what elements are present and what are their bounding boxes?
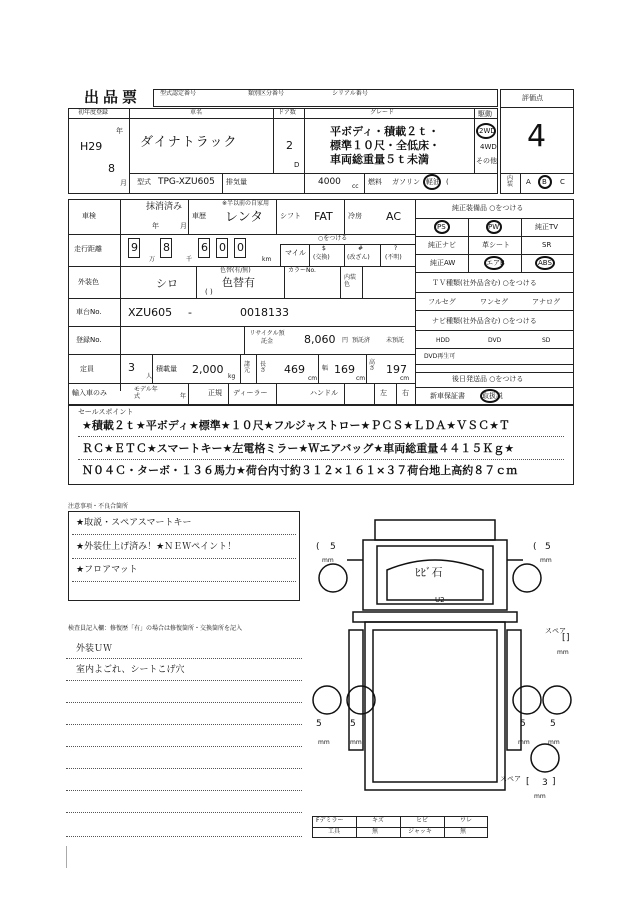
inspection-year: 年 [152, 222, 159, 230]
tire-fr-unit: mm [540, 557, 552, 564]
interior-color-label: 内装色 [344, 274, 357, 289]
chassis-prefix: XZU605 [128, 306, 173, 319]
equip-aw: 純正AW [430, 259, 456, 267]
history-label: 車歴 [192, 212, 206, 220]
capacity-value: 3 [128, 361, 135, 374]
equip-tv: 純正TV [535, 223, 559, 231]
height-unit: cm [400, 375, 410, 382]
mileage-digit-3: 6 [201, 241, 208, 254]
import-label: 輸入車のみ [72, 389, 107, 397]
inspection-value: 抹消済み [146, 202, 183, 212]
recycle-unpaid: 未預託 [386, 337, 405, 344]
length-value: 469 [284, 363, 305, 376]
inspector-line-2: 室内よごれ、シートこげ穴 [76, 665, 185, 675]
color-change-value: 色替有 [222, 276, 255, 289]
car-name-label: 車名 [190, 109, 203, 116]
first-reg-label: 初年度登録 [78, 109, 109, 116]
rating-label: 評価点 [522, 94, 543, 102]
height-label: 高さ [369, 359, 376, 372]
recycle-paid: 預託済 [352, 337, 371, 344]
displacement-value: 4000 [318, 177, 341, 187]
rating-value: 4 [527, 119, 547, 154]
notes-label: 注意事項・不良合箇所 [68, 503, 129, 510]
spare-unit-top: mm [557, 649, 569, 656]
note-line-1: ★取説・スペアスマートキー [76, 518, 192, 528]
doors-value: 2 [286, 139, 293, 152]
tv-oneseg: ワンセグ [480, 298, 508, 306]
header-codes-box [153, 89, 498, 107]
interior-b: B [542, 178, 547, 186]
exterior-color-value: シロ [156, 277, 178, 290]
load-unit: kg [228, 373, 236, 380]
length-label: 長さ [260, 361, 267, 374]
tire-rr2-value: 5 [550, 719, 556, 729]
spare-unit: mm [534, 793, 546, 800]
tire-rl2-unit: mm [350, 739, 362, 746]
tv-title: ＴＶ種類(社外品含む) ○をつける [432, 279, 537, 287]
history-value: レンタ [225, 210, 264, 225]
later-title: 後日発送品 ○をつける [452, 375, 524, 383]
width-label: 幅 [322, 365, 329, 372]
selling-points-label: セールスポイント [78, 408, 134, 416]
equipment-title: 純正装備品 ○をつける [452, 204, 524, 212]
height-value: 197 [386, 363, 407, 376]
dealer-label: ディーラー [233, 389, 268, 397]
tire-rr1-value: 5 [520, 719, 526, 729]
mileage-digit-1: 9 [131, 241, 138, 254]
opt3-top: ? [394, 245, 398, 252]
tire-fl-unit: mm [322, 557, 334, 564]
navi-sd: SD [542, 337, 551, 344]
dvd-label: DVD再生可 [424, 353, 456, 360]
capacity-label: 定員 [80, 365, 94, 373]
inspector-line-1: 外装ＵＷ [76, 644, 113, 654]
chassis-dash: - [188, 306, 192, 319]
month-unit: 月 [120, 179, 127, 187]
cooling-value: AC [386, 210, 402, 223]
legend-h4: ワレ [460, 817, 473, 824]
inspection-month: 月 [180, 222, 187, 230]
opt3-bottom: (不明) [385, 254, 402, 261]
length-unit: cm [308, 375, 318, 382]
equip-ps: PS [437, 223, 446, 231]
form-title: 出品票 [84, 88, 142, 106]
truck-diagram [305, 500, 585, 820]
selling-point-line-3: Ｎ０４Ｃ・ターボ・１３６馬力★荷台内寸約３１２×１６１×３７荷台地上高約８７ｃｍ [82, 464, 518, 477]
later-warranty: 新車保証書 [430, 392, 465, 400]
model-year-label: モデル年式 [134, 386, 158, 401]
legend-v2: 無 [372, 828, 379, 835]
inspector-label: 検査員記入欄：修復歴「有」の場合は修復箇所・交換箇所を記入 [68, 625, 243, 632]
drive-4wd: 4WD [480, 143, 497, 151]
displacement-unit: cc [352, 183, 359, 190]
navi-hdd: HDD [436, 337, 450, 344]
tire-rl2-value: 5 [350, 719, 356, 729]
legend-v3: ジャッキ [408, 828, 432, 835]
genuine-label: 正規 [208, 389, 222, 397]
mileage-digit-4: 0 [219, 241, 226, 254]
fuel-paren: ( [446, 178, 449, 186]
width-value: 169 [334, 363, 355, 376]
equip-abs: ABS [538, 259, 552, 267]
interior-label: 内装 [507, 175, 514, 188]
legend-h2: キズ [372, 817, 384, 824]
mileage-label: 走行距離 [74, 245, 102, 253]
windshield-label: ﾋﾋﾞ石 [415, 566, 443, 579]
category-label: 類別区分番号 [248, 90, 285, 97]
spare-value: 3 [542, 778, 548, 788]
model-value: TPG-XZU605 [158, 177, 215, 187]
navi-title: ナビ種類(社外品含む) ○をつける [432, 317, 537, 325]
chassis-label: 車台No. [76, 308, 102, 316]
mileage-circle-note: ○をつける [318, 235, 348, 242]
serial-label: シリアル番号 [332, 90, 368, 97]
later-manual: 取扱説 [482, 392, 503, 400]
fuel-label: 燃料 [368, 178, 382, 186]
recycle-label: リサイクル預託金 [249, 330, 285, 345]
selling-point-line-2: ＲＣ★ＥＴＣ★スマートキー★左電格ミラー★Ｗエアバッグ★車両総重量４４１５Ｋｇ★ [82, 442, 515, 455]
fuel-circled: 軽油 [426, 178, 440, 186]
model-year-unit: 年 [180, 393, 187, 400]
mileage-unit: km [262, 256, 272, 263]
grade-line-2: 標準１０尺・全低床・ [330, 139, 440, 152]
recycle-value: 8,060 [304, 333, 336, 346]
model-cert-label: 型式認定番号 [160, 90, 197, 97]
handle-left: 左 [380, 389, 387, 397]
color-change-label: 色替(有/無) [220, 267, 251, 274]
equip-pw: PW [488, 223, 500, 231]
front-right-wheel [513, 564, 541, 592]
history-note: ※半以前の自家用 [222, 200, 270, 207]
handle-label: ハンドル [310, 389, 338, 397]
color-no-label: カラーNo. [288, 267, 316, 274]
tire-rl1-value: 5 [316, 719, 322, 729]
tire-rl1-unit: mm [318, 739, 330, 746]
equip-leather: 革シート [482, 241, 510, 249]
mileage-man: 万 [149, 256, 156, 263]
grade-line-1: 平ボディ・積載２ｔ・ [330, 125, 440, 138]
registration-label: 登録No. [76, 336, 102, 344]
legend-h1: Fデミラー [316, 817, 344, 824]
exterior-color-label: 外装色 [78, 278, 99, 286]
drive-2wd: 2WD [479, 127, 496, 135]
chassis-number: 0018133 [240, 306, 289, 319]
cooling-label: 冷房 [348, 212, 362, 220]
opt1-bottom: (交換) [313, 254, 330, 261]
drive-other: その他 [476, 157, 497, 165]
mileage-sen: 千 [186, 256, 193, 263]
deck-label: U2 [435, 596, 445, 604]
recycle-unit: 円 [342, 337, 349, 344]
capacity-unit: 人 [146, 373, 153, 380]
year-unit: 年 [116, 127, 123, 135]
mileage-digit-5: 0 [237, 241, 244, 254]
shift-label: シフト [280, 212, 301, 220]
front-left-wheel [319, 564, 347, 592]
doors-label: ドア数 [278, 109, 296, 116]
displacement-label: 排気量 [226, 178, 247, 186]
year-value: H29 [80, 140, 103, 153]
doors-sub: D [294, 161, 300, 169]
drive-label: 駆動 [478, 110, 492, 118]
opt2-bottom: (改ざん) [347, 254, 370, 261]
inspection-label: 車検 [82, 212, 96, 220]
shift-value: FAT [314, 210, 333, 223]
legend-v1: 工具 [328, 828, 341, 835]
fuel-value: ガソリン [392, 178, 420, 186]
equip-sr: SR [542, 241, 552, 249]
tire-rr2-unit: mm [548, 739, 560, 746]
grade-label: グレード [370, 109, 395, 116]
dim-label: 諸元 [244, 361, 251, 374]
interior-a: A [526, 178, 531, 186]
equip-navi: 純正ナビ [428, 241, 456, 249]
tv-analog: アナログ [532, 298, 560, 306]
spare-label-top: スペア [545, 627, 566, 635]
car-name-value: ダイナトラック [140, 135, 238, 150]
model-label: 型式 [137, 178, 151, 186]
note-line-3: ★フロアマット [76, 565, 138, 575]
mile-label: マイル [285, 249, 306, 257]
tire-fr-value: 5 [545, 542, 551, 552]
month-value: 8 [108, 162, 115, 175]
opt2-top: # [358, 245, 364, 252]
spare-label-bottom: スペア [500, 775, 521, 783]
interior-c: C [560, 178, 565, 186]
width-unit: cm [356, 375, 366, 382]
legend-h3: ヒビ [416, 817, 429, 824]
navi-dvd: DVD [488, 337, 502, 344]
tire-rr1-unit: mm [518, 739, 530, 746]
grade-line-3: 車両総重量５ｔ未満 [330, 153, 429, 166]
legend-v4: 無 [460, 828, 467, 835]
opt1-top: $ [322, 245, 326, 252]
equip-airbag: エアB [486, 259, 505, 267]
tire-fl-value: 5 [330, 542, 336, 552]
mileage-digit-2: 8 [163, 241, 170, 254]
note-line-2: ★外装仕上げ済み！★ＮＥＷペイント！ [76, 542, 237, 552]
load-label: 積載量 [156, 365, 177, 373]
tv-fullseg: フルセグ [428, 298, 456, 306]
color-change-paren: ( ) [205, 288, 213, 296]
handle-right: 右 [402, 389, 409, 397]
load-value: 2,000 [192, 363, 224, 376]
selling-point-line-1: ★積載２ｔ★平ボディ★標準★１０尺★フルジャストロー★ＰＣＳ★ＬＤＡ★ＶＳＣ★Ｔ [82, 419, 510, 432]
